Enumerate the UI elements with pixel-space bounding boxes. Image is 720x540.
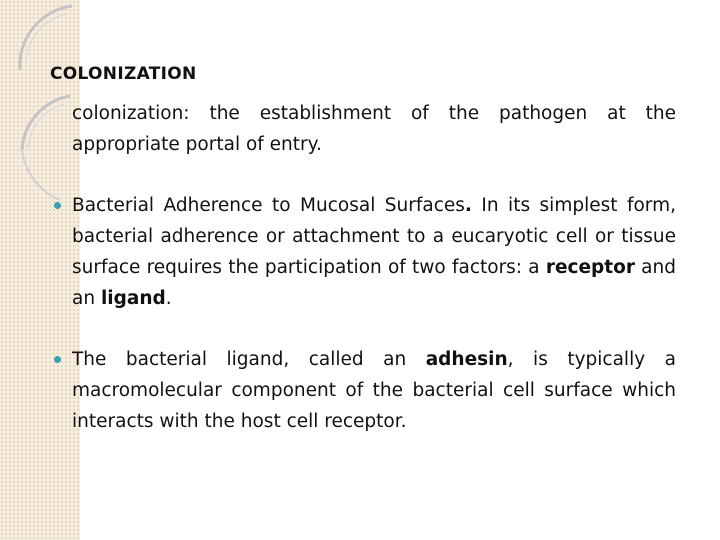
bullet-text-a: In its simplest form, bacterial adherence or attachment to a eucaryotic cell or tissue surface requires the participation of two factors: a	[72, 195, 676, 278]
bullet-text-b: and an	[72, 257, 676, 309]
bullet-dot-icon	[54, 356, 61, 363]
term-ligand: ligand	[100, 288, 166, 309]
page-title: COLONIZATION	[50, 64, 197, 84]
bullet-text-a: The bacterial ligand, called an	[72, 349, 426, 370]
bullet-item-adherence	[72, 190, 676, 314]
bullet-text-b: , is typically a macromolecular component of the bacterial cell surface which interacts with the host cell receptor.	[72, 349, 676, 432]
bullet-text-c: .	[165, 288, 172, 309]
bullet-item-adhesin	[72, 344, 676, 437]
bullet-dot-icon	[54, 202, 61, 209]
term-adhesin: adhesin	[425, 349, 508, 370]
definition-text: colonization: the establishment of the pathogen at the appropriate portal of entry.	[72, 103, 676, 155]
bullet-lead-end: .	[464, 195, 472, 216]
bullet-lead: Bacterial Adherence to Mucosal Surfaces	[72, 195, 465, 216]
slide-content	[72, 98, 676, 467]
term-receptor: receptor	[545, 257, 635, 278]
